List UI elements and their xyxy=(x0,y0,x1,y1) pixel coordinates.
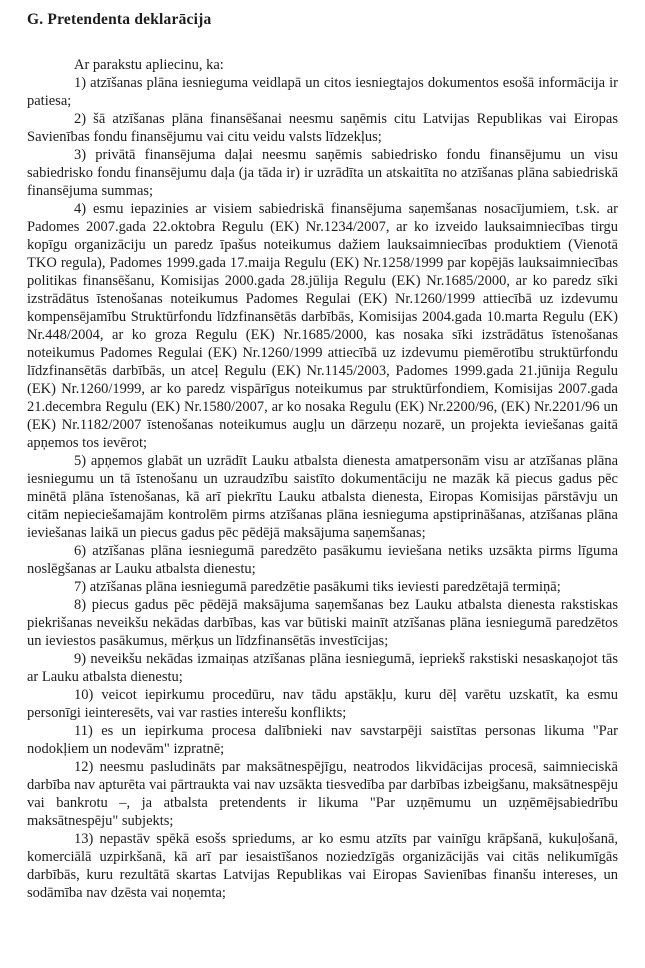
declaration-item xyxy=(27,200,618,452)
item-text: piecus gadus pēc pēdējā maksājuma saņemšanas bez Lauku atbalsta dienesta rakstiskas piekrišanas neveikšu nekādas darbības, kas var būtiski mainīt atzīšanas plāna iesniegumā paredzētos un ieviestos pasākumus, mērķus un līdzfinansētās investīcijas; xyxy=(27,597,619,649)
declaration-item xyxy=(27,74,618,110)
item-text: nepastāv spēkā esošs spriedums, ar ko esmu atzīts par vainīgu krāpšanā, kukuļošanā, komerciālā uzpirkšanā, kā arī par iesaistīšanos noziedzīgās organizācijās vai citās nelikumīgās darbībās, kuru rezultātā skartas Latvijas Republikas vai Eiropas Savienības finanšu intereses, un sodāmība nav dzēsta vai noņemta; xyxy=(27,831,619,901)
item-number: 6) xyxy=(74,543,87,559)
section-title: G. Pretendenta deklarācija xyxy=(27,11,212,28)
item-number: 4) xyxy=(74,201,87,217)
item-text: atzīšanas plāna iesniegumā paredzēto pasākumu ieviešana netiks uzsākta pirms līguma noslēgšanas ar Lauku atbalsta dienestu; xyxy=(27,543,619,577)
item-text: atzīšanas plāna iesnieguma veidlapā un citos iesniegtajos dokumentos esošā informācija ir patiesa; xyxy=(27,75,618,109)
item-text: atzīšanas plāna iesniegumā paredzētie pasākumi tiks ieviesti paredzētajā termiņā; xyxy=(89,579,561,595)
declaration-item xyxy=(27,686,618,722)
declaration-item xyxy=(27,146,618,200)
item-number: 9) xyxy=(74,651,87,667)
item-text: privātā finansējuma daļai neesmu saņēmis sabiedrisko fondu finansējumu un visu sabiedrisko fondu finansējumu daļa (ja tāda ir) ir uzrādīta un atskaitīta no atzīšanas plāna sabiedriskā finansējuma summas; xyxy=(27,147,619,199)
item-number: 5) xyxy=(74,453,87,469)
declaration-item xyxy=(27,452,618,542)
declaration-item xyxy=(27,578,618,596)
item-text: veicot iepirkumu procedūru, nav tādu apstākļu, kuru dēļ varētu uzskatīt, ka esmu personīgi ieinteresēts, vai var rasties interešu konflikts; xyxy=(27,687,619,721)
item-number: 2) xyxy=(74,111,87,127)
declaration-item xyxy=(27,596,618,650)
item-text: neesmu pasludināts par maksātnespējīgu, neatrodos likvidācijas procesā, saimnieciskā darbība nav apturēta vai pārtraukta vai nav uzsākta tiesvedība par darbības izbeigšanu, maksātnespēju vai bankrotu –, ja atbalsta pretendents ir likuma "Par uzņēmumu un uzņēmējsabiedrību maksātnespēju" subjekts; xyxy=(27,759,618,829)
declaration-item xyxy=(27,830,618,902)
item-number: 10) xyxy=(74,687,94,703)
item-number: 11) xyxy=(74,723,93,739)
item-number: 12) xyxy=(74,759,94,775)
item-number: 1) xyxy=(74,75,87,91)
item-text: apņemos glabāt un uzrādīt Lauku atbalsta dienesta amatpersonām visu ar atzīšanas plāna iesniegumu un tā īstenošanu un uzraudzību saistīto dokumentāciju ne mazāk kā piecus gadus pēc minētā plāna īstenošanas, kā arī piekrītu Lauku atbalsta dienesta, Eiropas Komisijas pārstāvju un citām nepieciešamajām kontrolēm pirms atzīšanas plāna iesnieguma apstiprināšanas, atzīšanas plāna ieviešanas laikā un piecus gadus pēc pēdējā maksājuma saņemšanas; xyxy=(27,453,619,541)
item-text: esmu iepazinies ar visiem sabiedriskā finansējuma saņemšanas nosacījumiem, t.sk. ar Padomes 2007.gada 22.oktobra Regulu (EK) Nr.1234/2007, ar ko izveido lauksaimniecības tirgu kopīgu organizāciju un paredz īpašus noteikumus dažiem lauksaimniecības produktiem (Vienotā TKO regula), Padomes 1999.gada 17.maija Regulu (EK) Nr.1258/1999 par kopējās lauksaimniecības politikas finansēšanu, Komisijas 2000.gada 28.jūlija Regulu (EK) Nr.1685/2000, ar ko paredz sīki izstrādātus īstenošanas noteikumus Padomes Regulai (EK) Nr.1260/1999 attiecībā uz izdevumu kompensējamību Struktūrfondu līdzfinansētās darbībās, Komisijas 2004.gada 10.marta Regulu (EK) Nr.448/2004, ar ko groza Regulu (EK) Nr.1685/2000, kas nosaka sīki izstrādātus īstenošanas noteikumus Padomes Regulai (EK) Nr.1260/1999 attiecībā uz izdevumu piemērotību struktūrfondu līdzfinansētās darbībās, un atceļ Regulu (EK) Nr.1145/2003, Padomes 1999.gada 21.jūnija Regulu (EK) Nr.1260/1999, ar ko paredz vispārīgus noteikumus par struktūrfondiem, Komisijas 2007.gada 21.decembra Regulu (EK) Nr.1580/2007, ar ko nosaka Regulu (EK) Nr.2200/96, (EK) Nr.2201/96 un (EK) Nr.1182/2007 īstenošanas noteikumus augļu un dārzeņu nozarē, un projekta ieviešanas gaitā apņemos tos ievērot; xyxy=(27,201,618,451)
item-number: 7) xyxy=(74,579,87,595)
declaration-item xyxy=(27,110,618,146)
item-number: 3) xyxy=(74,147,87,163)
declaration-list xyxy=(27,74,618,902)
item-number: 8) xyxy=(74,597,87,613)
declaration-item xyxy=(27,650,618,686)
declaration-item xyxy=(27,722,618,758)
intro-line: Ar parakstu apliecinu, ka: xyxy=(74,57,224,73)
item-text: neveikšu nekādas izmaiņas atzīšanas plāna iesniegumā, iepriekš rakstiski nesaskaņojot tās ar Lauku atbalsta dienestu; xyxy=(27,651,618,685)
item-text: es un iepirkuma procesa dalībnieki nav savstarpēji saistītas personas likuma "Par nodokļiem un nodevām" izpratnē; xyxy=(27,723,618,757)
item-text: šā atzīšanas plāna finansēšanai neesmu saņēmis citu Latvijas Republikas vai Eiropas Savienības fondu finansējumu vai citu veidu valsts līdzekļus; xyxy=(27,111,619,145)
item-number: 13) xyxy=(74,831,94,847)
declaration-item xyxy=(27,758,618,830)
declaration-item xyxy=(27,542,618,578)
